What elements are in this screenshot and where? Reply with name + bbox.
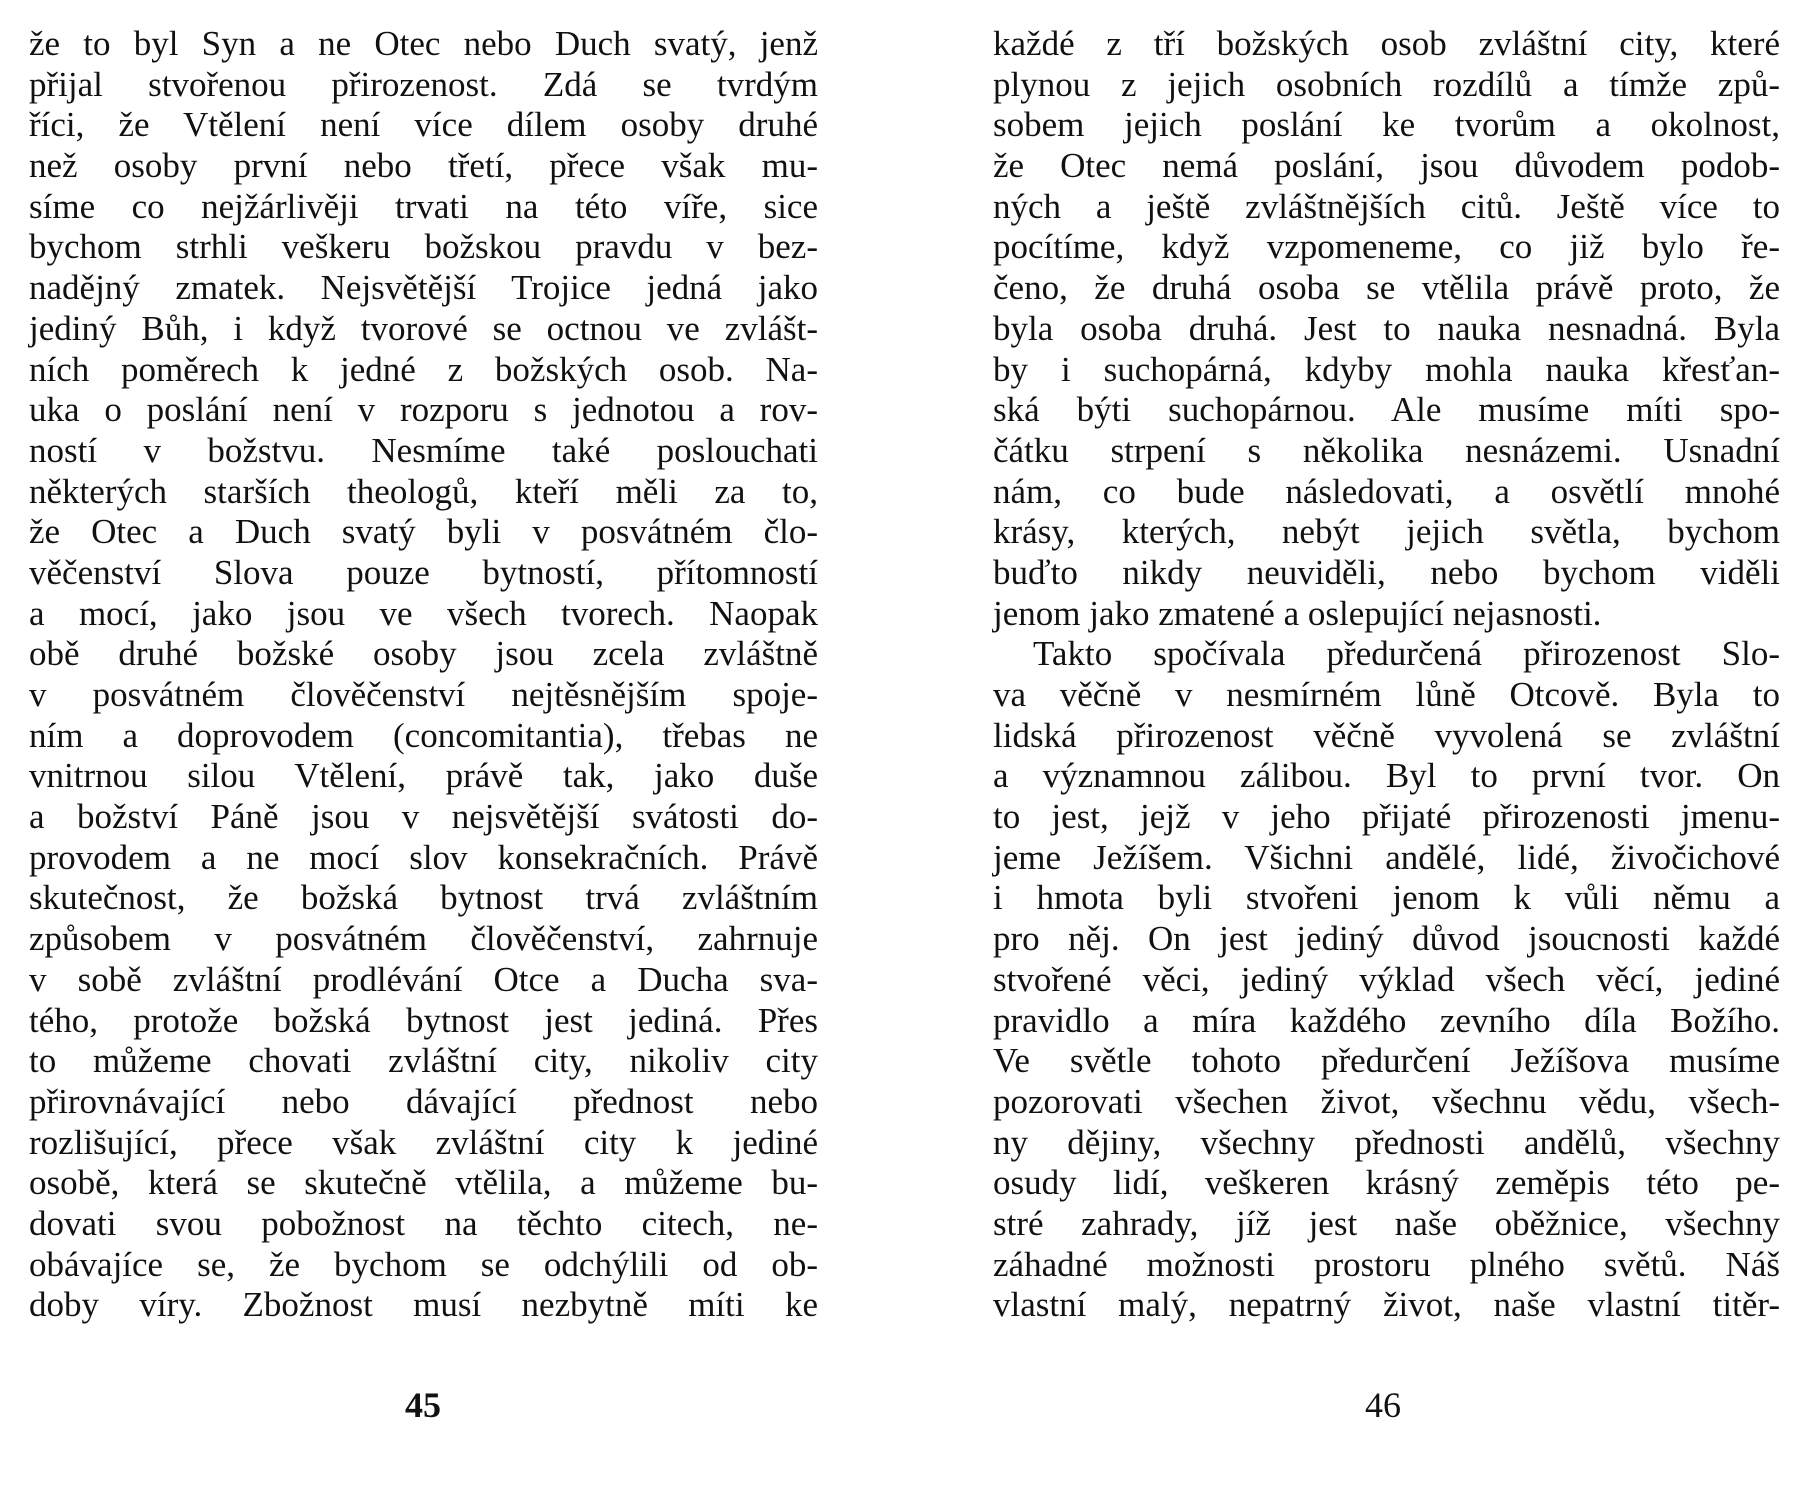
text-line: osudy lidí, veškeren krásný zeměpis této pe-: [993, 1163, 1780, 1203]
text-line: říci, že Vtělení není více dílem osoby druhé: [29, 105, 818, 145]
text-line: ních poměrech k jedné z božských osob. Na-: [29, 349, 818, 389]
text-line: pravidlo a míra každého zevního díla Božího.: [993, 1000, 1780, 1040]
text-line: přijal stvořenou přirozenost. Zdá se tvrdým: [29, 64, 818, 104]
text-line: by i suchopárná, kdyby mohla nauka křesťan-: [993, 349, 1780, 389]
text-line: že Otec nemá poslání, jsou důvodem podob-: [993, 146, 1780, 186]
text-line: záhadné možnosti prostoru plného světů. Náš: [993, 1244, 1780, 1284]
text-line: lidská přirozenost věčně vyvolená se zvláštní: [993, 715, 1780, 755]
text-line: bychom strhli veškeru božskou pravdu v bez-: [29, 227, 818, 267]
text-line: ných a ještě zvláštnějších citů. Ještě více to: [993, 186, 1780, 226]
text-line: než osoby první nebo třetí, přece však mu-: [29, 146, 818, 186]
text-line: skutečnost, že božská bytnost trvá zvláštním: [29, 878, 818, 918]
text-line: vlastní malý, nepatrný život, naše vlastní titěr-: [993, 1285, 1780, 1325]
page-number-left: 45: [405, 1385, 441, 1425]
text-line: nadějný zmatek. Nejsvětější Trojice jedná jako: [29, 268, 818, 308]
text-line: pro něj. On jest jediný důvod jsoucnosti každé: [993, 919, 1780, 959]
text-line: jeme Ježíšem. Všichni andělé, lidé, živočichové: [993, 837, 1780, 877]
text-line: způsobem v posvátném člověčenství, zahrnuje: [29, 919, 818, 959]
text-line: a významnou zálibou. Byl to první tvor. On: [993, 756, 1780, 796]
text-line: jediný Bůh, i když tvorové se octnou ve zvlášt-: [29, 308, 818, 348]
text-line: ním a doprovodem (concomitantia), třebas ne: [29, 715, 818, 755]
text-line: to jest, jejž v jeho přijaté přirozenosti jmenu-: [993, 797, 1780, 837]
text-line: krásy, kterých, nebýt jejich světla, bychom: [993, 512, 1780, 552]
text-line: že to byl Syn a ne Otec nebo Duch svatý, jenž: [29, 24, 818, 63]
text-line: v sobě zvláštní prodlévání Otce a Ducha sva-: [29, 959, 818, 999]
text-line: osobě, která se skutečně vtělila, a můžeme bu-: [29, 1163, 818, 1203]
text-line: každé z tří božských osob zvláštní city, které: [993, 24, 1780, 63]
text-line: jenom jako zmatené a oslepující nejasnosti.: [993, 593, 1602, 633]
text-line: sobem jejich poslání ke tvorům a okolnost,: [993, 105, 1780, 145]
page-number-right: 46: [1365, 1385, 1401, 1425]
text-line: pozorovati všechen život, všechnu vědu, všech-: [993, 1081, 1780, 1121]
text-line: ská býti suchopárnou. Ale musíme míti spo-: [993, 390, 1780, 430]
left-page-text: [29, 24, 818, 1326]
text-line: věčenství Slova pouze bytností, přítomností: [29, 552, 818, 592]
text-line: buďto nikdy neuviděli, nebo bychom viděli: [993, 552, 1780, 592]
text-line: stré zahrady, jíž jest naše oběžnice, všechny: [993, 1203, 1780, 1243]
text-line: čeno, že druhá osoba se vtělila právě proto, že: [993, 268, 1780, 308]
text-line: rozlišující, přece však zvláštní city k jediné: [29, 1122, 818, 1162]
text-line: a božství Páně jsou v nejsvětější svátosti do-: [29, 797, 818, 837]
text-line: ností v božstvu. Nesmíme také poslouchati: [29, 430, 818, 470]
text-line: ny dějiny, všechny přednosti andělů, všechny: [993, 1122, 1780, 1162]
text-line: Takto spočívala předurčená přirozenost Slo-: [1033, 634, 1780, 674]
text-line: dovati svou pobožnost na těchto citech, ne-: [29, 1203, 818, 1243]
text-line: tého, protože božská bytnost jest jediná. Přes: [29, 1000, 818, 1040]
text-line: plynou z jejich osobních rozdílů a tímže způ-: [993, 64, 1780, 104]
text-line: obávajíce se, že bychom se odchýlili od ob-: [29, 1244, 818, 1284]
text-line: doby víry. Zbožnost musí nezbytně míti ke: [29, 1285, 818, 1325]
text-line: obě druhé božské osoby jsou zcela zvláštně: [29, 634, 818, 674]
text-line: byla osoba druhá. Jest to nauka nesnadná. Byla: [993, 308, 1780, 348]
text-line: čátku strpení s několika nesnázemi. Usnadní: [993, 430, 1780, 470]
text-line: že Otec a Duch svatý byli v posvátném člo-: [29, 512, 818, 552]
text-line: přirovnávající nebo dávající přednost nebo: [29, 1081, 818, 1121]
text-line: nám, co bude následovati, a osvětlí mnohé: [993, 471, 1780, 511]
text-line: i hmota byli stvořeni jenom k vůli němu a: [993, 878, 1780, 918]
text-line: va věčně v nesmírném lůně Otcově. Byla to: [993, 675, 1780, 714]
text-line: to můžeme chovati zvláštní city, nikoliv city: [29, 1041, 818, 1081]
text-line: a mocí, jako jsou ve všech tvorech. Naopak: [29, 593, 818, 633]
text-line: pocítíme, když vzpomeneme, co již bylo ře-: [993, 227, 1780, 267]
right-page-text: [993, 24, 1780, 1326]
text-line: Ve světle tohoto předurčení Ježíšova musíme: [993, 1041, 1780, 1081]
text-line: uka o poslání není v rozporu s jednotou a rov-: [29, 390, 818, 430]
text-line: stvořené věci, jediný výklad všech věcí, jediné: [993, 959, 1780, 999]
text-line: některých starších theologů, kteří měli za to,: [29, 471, 818, 511]
text-line: v posvátném člověčenství nejtěsnějším spoje-: [29, 675, 818, 714]
text-line: síme co nejžárlivěji trvati na této víře, sice: [29, 186, 818, 226]
text-line: vnitrnou silou Vtělení, právě tak, jako duše: [29, 756, 818, 796]
text-line: provodem a ne mocí slov konsekračních. Právě: [29, 837, 818, 877]
